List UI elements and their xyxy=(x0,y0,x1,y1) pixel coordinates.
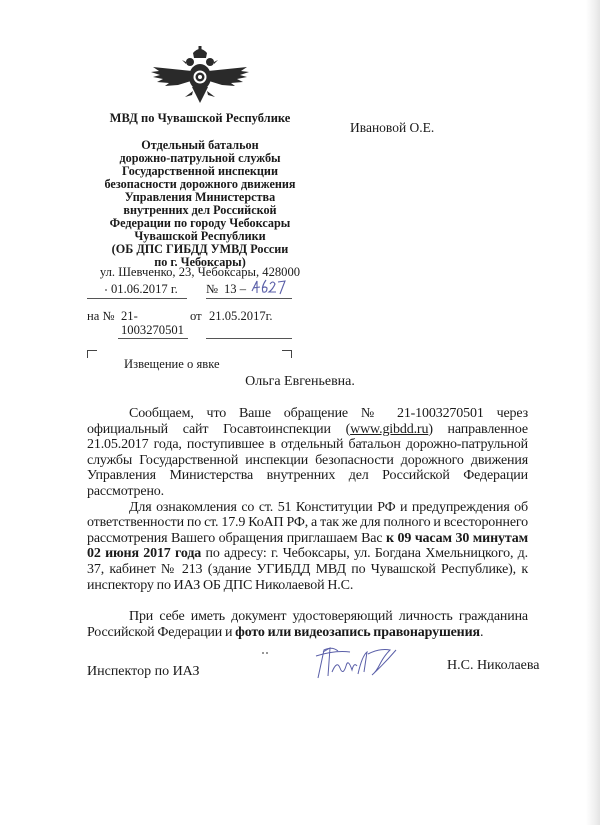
gibdd-website-link[interactable]: www.gibdd.ru xyxy=(350,421,429,437)
organization-line: Чувашской Республики xyxy=(134,229,266,243)
corner-bracket-top-left xyxy=(87,350,97,358)
reference-number-line1: 21- xyxy=(121,309,138,323)
signatory-name: Н.С. Николаева xyxy=(447,658,540,673)
scan-speck xyxy=(262,652,264,654)
ministry-name: МВД по Чувашской Республике xyxy=(109,111,291,125)
reference-date-label: от xyxy=(190,309,202,323)
organization-line: (ОБ ДПС ГИБДД УМВД России xyxy=(111,242,289,256)
reference-date-underline xyxy=(206,338,292,339)
scan-edge-shadow xyxy=(586,0,600,825)
corner-bracket-top-right xyxy=(282,350,292,358)
paragraph-documents xyxy=(87,609,528,640)
signatory-title: Инспектор по ИАЗ xyxy=(87,664,200,679)
paragraph-text: ) направленное 21.05.2017 года, поступившее в отдельный батальон дорожно-патрульной службы Государственной инспекции безопасности дорожного движения Управления Министерства внутренних дел Российской Федерации рассмотрено. xyxy=(87,421,528,499)
letter-body xyxy=(87,406,528,640)
outgoing-date: 01.06.2017 г. xyxy=(111,282,178,296)
handwritten-number xyxy=(250,277,290,297)
paragraph-appeal-received xyxy=(87,406,528,500)
scan-speck xyxy=(266,652,268,654)
scan-speck xyxy=(105,289,107,291)
evidence-requirement: фото или видеозапись правонарушения xyxy=(235,624,480,640)
organization-name xyxy=(85,139,315,269)
outgoing-number-label: № xyxy=(206,282,219,296)
paragraph-text: Для ознакомления со ст. 51 Конституции РФ и предупреждения об ответственности по ст. 17.9 КоАП РФ, а так же для полного и всестороннего рассмотрения Вашего обращения приглашаем Вас xyxy=(87,499,528,546)
date-underline xyxy=(87,298,187,299)
paragraph-text: по адресу: г. Чебоксары, ул. Богдана Хмельницкого, д. 37, кабинет № 213 (здание УГИБДД МВД по Чувашской Республике), к инспектору по ИАЗ ОБ ДПС Николаевой Н.С. xyxy=(87,546,528,593)
organization-line: Федерации по городу Чебоксары xyxy=(109,216,291,230)
paragraph-invitation xyxy=(87,500,528,594)
reference-date: 21.05.2017г. xyxy=(209,309,273,323)
handwritten-signature xyxy=(310,642,400,682)
notice-title: Извещение о явке xyxy=(124,357,220,371)
organization-line: внутренних дел Российской xyxy=(123,203,277,217)
organization-line: Отдельный батальон xyxy=(141,138,259,152)
organization-line: Государственной инспекции xyxy=(122,164,278,178)
addressee: Ивановой О.Е. xyxy=(350,120,435,135)
letterhead xyxy=(85,45,315,269)
paragraph-text: . xyxy=(479,624,484,640)
paragraph-text: Сообщаем, что Ваше обращение № 21-1003270501 через официальный сайт Госавтоинспекции ( xyxy=(87,406,528,437)
salutation: Ольга Евгеньевна. xyxy=(245,374,355,389)
reference-number-line2: 1003270501 xyxy=(121,323,184,337)
double-headed-eagle-emblem xyxy=(145,45,255,107)
number-underline xyxy=(206,298,292,299)
organization-address: ул. Шевченко, 23, Чебоксары, 428000 xyxy=(99,265,301,279)
appointment-time: к 09 часам 30 минутам 02 июня 2017 года xyxy=(87,530,528,562)
organization-line: по г. Чебоксары) xyxy=(154,255,246,269)
paragraph-text: При себе иметь документ удостоверяющий личность гражданина Российской Федерации и xyxy=(87,609,528,640)
organization-line: Управления Министерства xyxy=(124,190,276,204)
organization-line: безопасности дорожного движения xyxy=(104,177,296,191)
organization-line: дорожно-патрульной службы xyxy=(119,151,281,165)
reference-number-label: на № xyxy=(87,309,115,323)
reference-number-underline xyxy=(118,338,188,339)
outgoing-number-prefix: 13 – xyxy=(224,282,247,296)
